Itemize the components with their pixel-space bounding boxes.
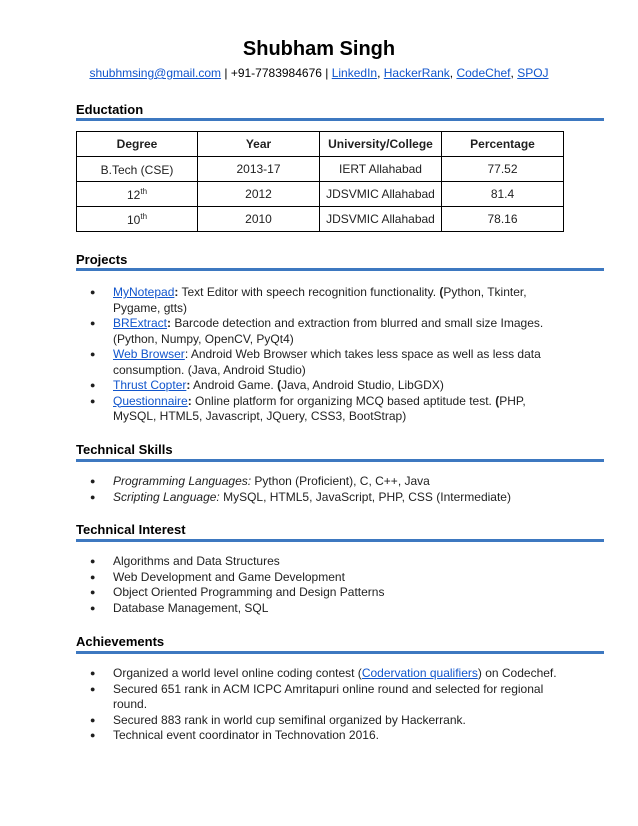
list-item: ● BRExtract: Barcode detection and extraction from blurred and small size Images. (Python, Numpy, OpenCV, PyQt4) xyxy=(90,316,544,346)
list-item: ● Object Oriented Programming and Design Patterns xyxy=(90,585,385,599)
table-row xyxy=(77,207,564,232)
projects-heading: Projects xyxy=(76,252,128,267)
codervation-link[interactable]: Codervation qualifiers xyxy=(361,666,478,680)
bullet-icon: ● xyxy=(90,587,96,597)
cell-college: JDSVMIC Allahabad xyxy=(320,182,442,207)
skill-label: Scripting Language: xyxy=(113,489,220,504)
section-divider xyxy=(76,118,604,121)
codechef-link[interactable]: CodeChef xyxy=(456,66,511,80)
table-row xyxy=(77,157,564,182)
column-header-percentage: Percentage xyxy=(442,132,564,157)
list-item: ● Thrust Copter: Android Game. (Java, Android Studio, LibGDX) xyxy=(90,378,444,392)
comma: , xyxy=(510,66,518,80)
bullet-icon: ● xyxy=(90,491,96,502)
project-link-thrust-copter[interactable]: Thrust Copter xyxy=(113,378,187,392)
column-header-college: University/College xyxy=(320,132,442,157)
projects-list xyxy=(76,285,566,425)
cell-year: 2013-17 xyxy=(198,157,320,182)
project-link-questionnaire[interactable]: Questionnaire xyxy=(113,393,188,408)
bullet-icon: ● xyxy=(90,287,96,297)
comma: , xyxy=(449,66,457,80)
bullet-icon: ● xyxy=(90,714,96,725)
comma: , xyxy=(377,66,384,80)
bullet-icon: ● xyxy=(90,476,96,486)
bullet-icon: ● xyxy=(90,668,96,678)
column-header-degree: Degree xyxy=(77,132,198,157)
list-item: ● Database Management, SQL xyxy=(90,600,269,615)
list-item: ● Secured 651 rank in ACM ICPC Amritapuri online round and selected for regional round. xyxy=(90,681,544,711)
project-link-brextract[interactable]: BRExtract xyxy=(113,316,168,330)
cell-degree: B.Tech (CSE) xyxy=(77,157,198,182)
list-item: ● MyNotepad: Text Editor with speech recognition functionality. (Python, Tkinter, Pygame, gtts) xyxy=(90,285,527,315)
cell-year: 2012 xyxy=(198,182,320,207)
contact-line xyxy=(76,66,562,80)
column-header-year: Year xyxy=(198,132,320,157)
list-item: ● Organized a world level online coding contest (Codervation qualifiers) on Codechef. xyxy=(90,666,557,680)
skills-heading: Technical Skills xyxy=(76,442,173,457)
section-divider xyxy=(76,459,604,462)
bullet-icon: ● xyxy=(90,556,96,566)
cell-college: IERT Allahabad xyxy=(320,157,442,182)
section-divider xyxy=(76,539,604,542)
interest-list xyxy=(76,554,566,616)
list-item xyxy=(76,474,566,490)
bullet-icon: ● xyxy=(90,349,96,359)
list-item: ● Web Development and Game Development xyxy=(90,569,345,584)
separator: | xyxy=(221,66,231,80)
table-row xyxy=(77,182,564,207)
separator: | xyxy=(321,66,332,80)
education-heading: Eductation xyxy=(76,102,144,117)
hackerrank-link[interactable]: HackerRank xyxy=(383,66,450,80)
cell-college: JDSVMIC Allahabad xyxy=(320,207,442,232)
list-item: ● Secured 883 rank in world cup semifinal organized by Hackerrank. xyxy=(90,712,466,727)
project-link-web-browser[interactable]: Web Browser xyxy=(113,347,185,361)
bullet-icon: ● xyxy=(90,318,96,328)
achievements-heading: Achievements xyxy=(76,634,165,649)
bullet-icon: ● xyxy=(90,380,96,390)
list-item: ● Algorithms and Data Structures xyxy=(90,554,280,568)
cell-percentage: 77.52 xyxy=(442,157,564,182)
section-divider xyxy=(76,268,604,271)
email-link[interactable]: shubhmsing@gmail.com xyxy=(89,66,222,80)
interest-heading: Technical Interest xyxy=(76,522,186,537)
skill-value: MySQL, HTML5, JavaScript, PHP, CSS (Intermediate) xyxy=(219,489,511,504)
bullet-icon: ● xyxy=(90,395,96,406)
cell-year: 2010 xyxy=(198,207,320,232)
section-divider xyxy=(76,651,604,654)
spoj-link[interactable]: SPOJ xyxy=(517,66,549,80)
linkedin-link[interactable]: LinkedIn xyxy=(331,66,378,80)
list-item: ● Web Browser: Android Web Browser which takes less space as well as less data consumption. (Java, Android Studio) xyxy=(90,347,541,377)
candidate-name: Shubham Singh xyxy=(242,38,396,60)
cell-percentage: 78.16 xyxy=(442,207,564,232)
skill-value: Python (Proficient), C, C++, Java xyxy=(251,474,430,488)
list-item: ● Technical event coordinator in Technovation 2016. xyxy=(90,728,379,742)
bullet-icon: ● xyxy=(90,571,96,582)
achievements-list xyxy=(76,666,566,744)
phone-number: +91-7783984676 xyxy=(230,66,322,80)
skills-list xyxy=(76,474,566,505)
cell-degree: 12th xyxy=(77,182,198,207)
bullet-icon: ● xyxy=(90,602,96,613)
project-link-mynotepad[interactable]: MyNotepad xyxy=(113,285,175,299)
bullet-icon: ● xyxy=(90,730,96,740)
cell-percentage: 81.4 xyxy=(442,182,564,207)
list-item xyxy=(76,490,566,506)
cell-degree: 10th xyxy=(77,207,198,232)
skill-label: Programming Languages: xyxy=(113,474,252,488)
list-item: ● Questionnaire: Online platform for organizing MCQ based aptitude test. (PHP, MySQL, HTML5, Javascript, JQuery, CSS3, BootStrap) xyxy=(90,393,526,423)
bullet-icon: ● xyxy=(90,683,96,694)
table-header-row xyxy=(77,132,564,157)
education-table xyxy=(76,131,564,232)
